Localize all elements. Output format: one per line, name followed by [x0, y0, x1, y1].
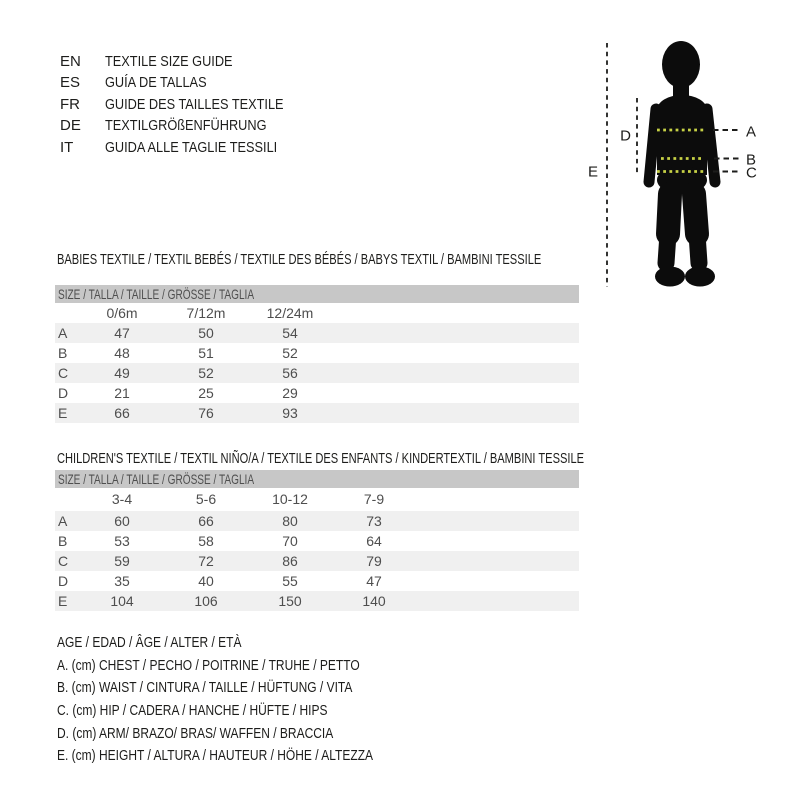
language-title: GUIDA ALLE TAGLIE TESSILI	[105, 138, 278, 156]
table-cell: 54	[282, 325, 298, 341]
table-cell: 52	[198, 365, 214, 381]
legend-line: E. (cm) HEIGHT / ALTURA / HAUTEUR / HÖHE / ALTEZZA	[57, 747, 374, 765]
language-row	[60, 51, 315, 72]
row-label: D	[58, 573, 69, 589]
table-row	[55, 363, 579, 383]
table-row	[55, 571, 579, 591]
table-cell: 29	[282, 385, 298, 401]
table-cell: 66	[114, 405, 130, 421]
table-cell: 35	[114, 573, 130, 589]
row-label: E	[58, 405, 68, 421]
table-cell: 72	[198, 553, 214, 569]
column-header: 3-4	[111, 491, 133, 507]
table-row	[55, 551, 579, 571]
label-waist-b: B	[746, 151, 757, 169]
column-header: 10-12	[272, 491, 308, 507]
table-cell: 50	[198, 325, 214, 341]
table-row	[55, 531, 579, 551]
table-cell: 58	[198, 533, 214, 549]
spacer-cell	[55, 489, 80, 509]
language-title: TEXTILGRÖßENFÜHRUNG	[105, 117, 267, 135]
table-cell: 49	[114, 365, 130, 381]
table-row	[55, 383, 579, 403]
row-label: E	[58, 593, 68, 609]
table-cell: 106	[194, 593, 218, 609]
babies-section-title: BABIES TEXTILE / TEXTIL BEBÉS / TEXTILE DES BÉBÉS / BABYS TEXTIL / BAMBINI TESSILE	[57, 251, 542, 268]
table-cell: 104	[110, 593, 134, 609]
table-cell: 70	[282, 533, 298, 549]
table-cell: 66	[198, 513, 214, 529]
language-title-list	[60, 51, 315, 158]
label-arm-d: D	[620, 127, 631, 145]
legend-line: D. (cm) ARM/ BRAZO/ BRAS/ WAFFEN / BRACCIA	[57, 724, 334, 742]
language-row	[60, 137, 315, 158]
language-title: GUIDE DES TAILLES TEXTILE	[105, 95, 284, 113]
children-size-header-bar: SIZE / TALLA / TAILLE / GRÖSSE / TAGLIA	[55, 470, 579, 488]
spacer-cell	[55, 303, 80, 323]
label-height-e: E	[587, 163, 598, 181]
language-code: IT	[60, 138, 74, 156]
babies-size-header-bar: SIZE / TALLA / TAILLE / GRÖSSE / TAGLIA	[55, 285, 579, 303]
column-header: 0/6m	[106, 305, 138, 321]
language-code: ES	[60, 74, 81, 92]
row-label: B	[58, 533, 68, 549]
legend-line: B. (cm) WAIST / CINTURA / TAILLE / HÜFTUNG / VITA	[57, 679, 353, 697]
table-cell: 79	[366, 553, 382, 569]
table-cell: 64	[366, 533, 382, 549]
column-header: 7/12m	[186, 305, 226, 321]
table-cell: 86	[282, 553, 298, 569]
table-cell: 47	[114, 325, 130, 341]
row-label: B	[58, 345, 68, 361]
table-cell: 93	[282, 405, 298, 421]
language-row	[60, 72, 315, 93]
child-silhouette-icon	[649, 41, 715, 287]
table-cell: 51	[198, 345, 214, 361]
language-code: FR	[60, 95, 80, 113]
language-title: TEXTILE SIZE GUIDE	[105, 53, 233, 70]
language-code: DE	[60, 117, 81, 135]
children-table-body	[55, 511, 579, 611]
babies-column-headers	[55, 303, 579, 323]
label-chest-a: A	[746, 123, 757, 141]
row-label: A	[58, 513, 68, 529]
table-cell: 53	[114, 533, 130, 549]
row-label: A	[58, 325, 68, 341]
table-row	[55, 511, 579, 531]
legend-line: AGE / EDAD / ÂGE / ALTER / ETÀ	[57, 634, 242, 651]
language-code: EN	[60, 53, 81, 70]
table-cell: 21	[114, 385, 130, 401]
table-cell: 76	[198, 405, 214, 421]
table-cell: 80	[282, 513, 298, 529]
table-row	[55, 323, 579, 343]
row-label: D	[58, 385, 69, 401]
legend-line: C. (cm) HIP / CADERA / HANCHE / HÜFTE / HIPS	[57, 702, 328, 720]
table-cell: 52	[282, 345, 298, 361]
table-cell: 25	[198, 385, 214, 401]
column-header: 7-9	[363, 491, 385, 507]
table-cell: 59	[114, 553, 130, 569]
measurement-legend	[57, 632, 452, 768]
table-cell: 55	[282, 573, 298, 589]
language-row	[60, 115, 315, 136]
table-cell: 48	[114, 345, 130, 361]
table-cell: 140	[362, 593, 386, 609]
table-row	[55, 403, 579, 423]
row-label: C	[58, 365, 69, 381]
table-cell: 40	[198, 573, 214, 589]
children-section-title: CHILDREN'S TEXTILE / TEXTIL NIÑO/A / TEXTILE DES ENFANTS / KINDERTEXTIL / BAMBINI TESSILE	[57, 450, 585, 467]
label-hip-c: C	[746, 164, 757, 182]
table-cell: 47	[366, 573, 382, 589]
legend-line: A. (cm) CHEST / PECHO / POITRINE / TRUHE / PETTO	[57, 656, 360, 674]
language-title: GUÍA DE TALLAS	[105, 74, 207, 92]
table-row	[55, 343, 579, 363]
table-row	[55, 591, 579, 611]
column-header: 12/24m	[266, 305, 314, 321]
table-cell: 150	[278, 593, 302, 609]
table-cell: 56	[282, 365, 298, 381]
table-cell: 60	[114, 513, 130, 529]
table-cell: 73	[366, 513, 382, 529]
row-label: C	[58, 553, 69, 569]
language-row	[60, 94, 315, 115]
column-header: 5-6	[195, 491, 217, 507]
babies-table-body	[55, 323, 579, 423]
children-column-headers	[55, 489, 579, 509]
